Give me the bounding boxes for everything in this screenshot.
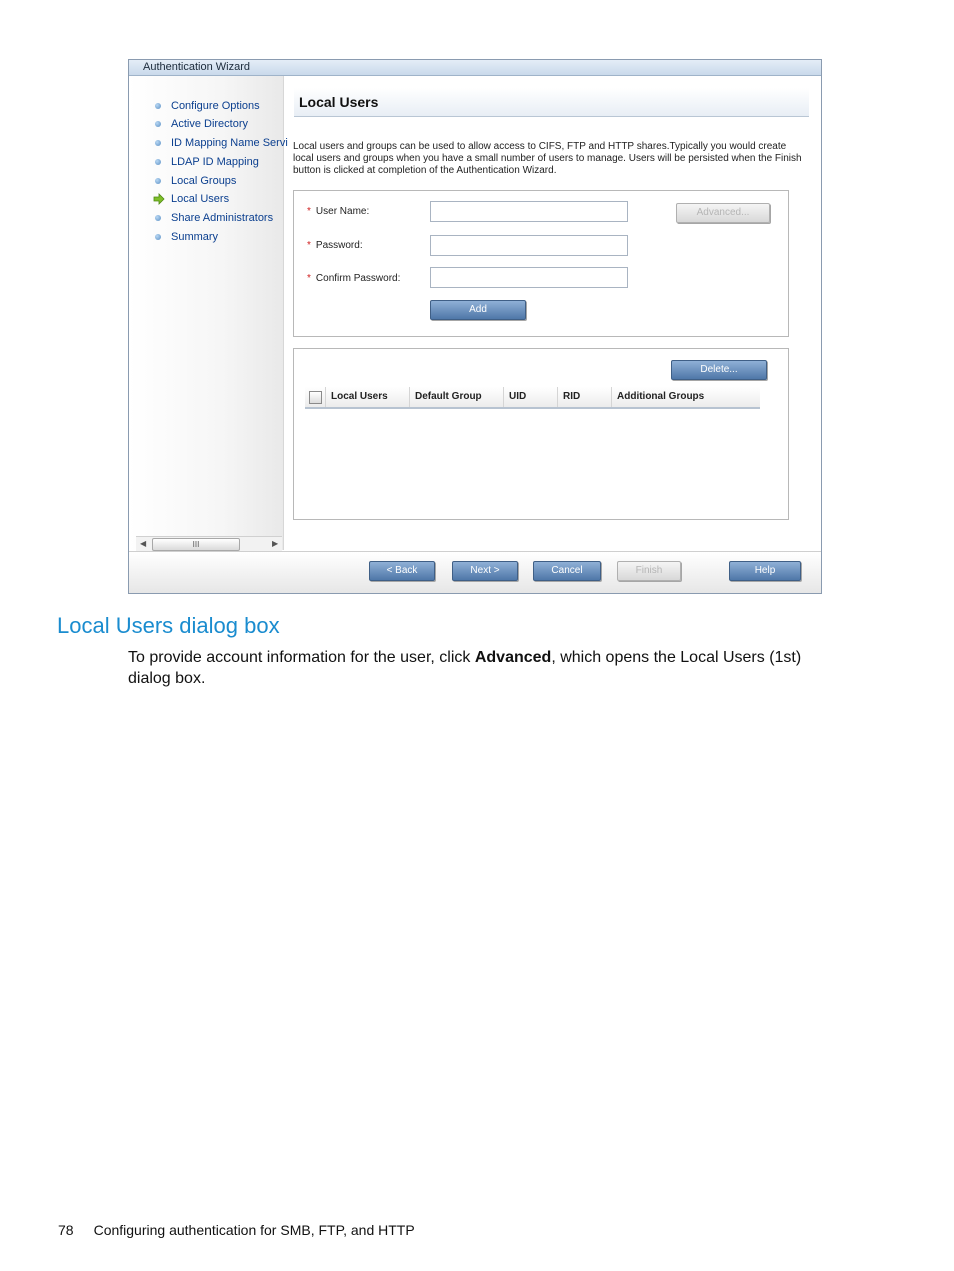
paragraph-text-before: To provide account information for the user, click: [128, 649, 475, 666]
delete-button[interactable]: Delete...: [671, 360, 767, 380]
cancel-button[interactable]: Cancel: [533, 561, 601, 581]
column-header-local-users[interactable]: Local Users: [325, 387, 409, 407]
sidebar-item-label: Local Users: [171, 193, 230, 205]
authentication-wizard-window: [128, 59, 822, 594]
next-button[interactable]: Next >: [452, 561, 518, 581]
password-input[interactable]: [430, 235, 628, 256]
required-mark: *: [307, 273, 311, 284]
confirm-password-input[interactable]: [430, 267, 628, 288]
bullet-icon: [155, 178, 161, 184]
body-paragraph: [128, 647, 848, 689]
wizard-steps-sidebar: [129, 76, 288, 550]
add-user-form: [293, 190, 789, 337]
password-label: [307, 240, 363, 251]
scroll-right-icon[interactable]: ▶: [272, 539, 279, 548]
current-step-arrow-icon: [153, 193, 165, 205]
content-description: Local users and groups can be used to allow access to CIFS, FTP and HTTP shares.Typically you would create local users and groups when you have a small number of users to manage. Users will be persisted when the Finish button is clicked at completion of the Authentication Wizard.: [293, 141, 802, 176]
required-mark: *: [307, 206, 311, 217]
column-header-uid[interactable]: UID: [503, 387, 557, 407]
password-label-text: Password:: [315, 240, 363, 251]
required-mark: *: [307, 240, 311, 251]
confirm-password-label-text: Confirm Password:: [315, 273, 401, 284]
section-title: Local Users dialog box: [57, 613, 280, 638]
user-name-label: [307, 206, 369, 217]
user-name-input[interactable]: [430, 201, 628, 222]
advanced-button[interactable]: Advanced...: [676, 203, 770, 223]
finish-button[interactable]: Finish: [617, 561, 681, 581]
paragraph-bold-term: Advanced: [474, 649, 552, 666]
sidebar-item-label: Active Directory: [171, 118, 249, 130]
scrollbar-thumb[interactable]: [152, 538, 240, 551]
bullet-icon: [155, 140, 161, 146]
sidebar-item-label: Share Administrators: [171, 212, 274, 224]
user-name-label-text: User Name:: [315, 206, 370, 217]
confirm-password-label: [307, 273, 400, 284]
sidebar-item-label: Local Groups: [171, 175, 237, 187]
sidebar-horizontal-scrollbar[interactable]: [136, 536, 282, 551]
sidebar-item-label: LDAP ID Mapping: [171, 156, 259, 168]
select-all-checkbox[interactable]: [309, 391, 322, 404]
page-number: 78: [58, 1222, 74, 1238]
sidebar-item-label: Configure Options: [171, 100, 260, 112]
column-header-default-group[interactable]: Default Group: [409, 387, 503, 407]
page-footer: [58, 1222, 415, 1238]
content-title: Local Users: [299, 94, 379, 110]
bullet-icon: [155, 234, 161, 240]
bullet-icon: [155, 103, 161, 109]
bullet-icon: [155, 121, 161, 127]
wizard-footer: [129, 551, 821, 594]
content-header: [294, 88, 809, 117]
bullet-icon: [155, 159, 161, 165]
add-button[interactable]: Add: [430, 300, 526, 320]
local-users-list-panel: [293, 348, 789, 520]
column-header-rid[interactable]: RID: [557, 387, 611, 407]
help-button[interactable]: Help: [729, 561, 801, 581]
sidebar-item-label: ID Mapping Name Servi: [171, 137, 288, 149]
users-table-header: [305, 387, 760, 409]
column-header-additional-groups[interactable]: Additional Groups: [611, 387, 760, 407]
back-button[interactable]: < Back: [369, 561, 435, 581]
paragraph-text-after: , which opens the Local Users (1st) dialog box.: [128, 649, 802, 687]
window-title: Authentication Wizard: [129, 60, 821, 76]
scroll-grip: III: [192, 540, 200, 549]
chapter-title: Configuring authentication for SMB, FTP, and HTTP: [93, 1222, 415, 1238]
sidebar-item-label: Summary: [171, 231, 219, 243]
bullet-icon: [155, 215, 161, 221]
scroll-left-icon[interactable]: ◀: [140, 539, 147, 548]
